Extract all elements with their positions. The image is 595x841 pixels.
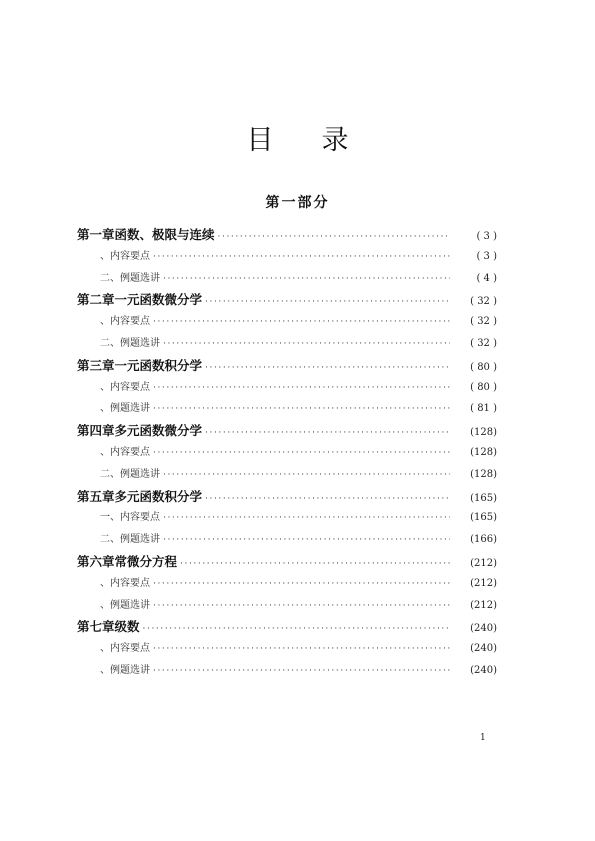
page-reference: (128) (470, 468, 497, 480)
toc-chapter-row (77, 224, 497, 246)
page-reference: ( 3 ) (476, 250, 497, 262)
chapter-number: 第四章 (77, 423, 115, 439)
page-reference: ( 3 ) (476, 231, 497, 242)
dot-leader (153, 639, 450, 661)
page-reference: ( 32 ) (470, 296, 497, 308)
toc-section-row (77, 268, 497, 290)
dot-leader (163, 530, 450, 552)
page-reference: ( 80 ) (470, 381, 497, 393)
toc-section-row (77, 311, 497, 333)
toc-section-row (77, 660, 497, 682)
dot-leader (163, 465, 450, 487)
toc-chapter-row (77, 616, 497, 638)
page-reference: (240) (470, 664, 497, 676)
dot-leader (218, 227, 450, 249)
chapter-number: 第七章 (77, 619, 115, 635)
toc-section-row (77, 573, 497, 595)
section-title: 一、内容要点 (100, 512, 160, 524)
dot-leader (163, 334, 450, 356)
toc-section-row (77, 442, 497, 464)
dot-leader (153, 247, 450, 269)
chapter-title: 级数 (114, 619, 140, 635)
section-title: 、例题选讲 (100, 599, 150, 611)
page-reference: (212) (470, 577, 497, 589)
table-of-contents (77, 224, 497, 682)
chapter-title: 常微分方程 (114, 553, 178, 569)
chapter-number: 第六章 (77, 553, 115, 569)
page-reference: (128) (470, 427, 497, 439)
section-title: 二、例题选讲 (100, 534, 160, 546)
page-reference: (240) (470, 643, 497, 655)
page-reference: ( 32 ) (470, 316, 497, 328)
toc-chapter-row (77, 355, 497, 377)
chapter-number: 第一章 (77, 227, 115, 242)
toc-chapter-row (77, 420, 497, 442)
dot-leader (153, 574, 450, 596)
chapter-number: 第三章 (77, 357, 115, 373)
page-reference: (240) (470, 623, 497, 635)
section-title: 、内容要点 (100, 250, 150, 262)
page-reference: (165) (470, 512, 497, 524)
toc-section-row (77, 638, 497, 660)
toc-section-row (77, 333, 497, 355)
toc-chapter-row (77, 486, 497, 508)
page-reference: (212) (470, 599, 497, 611)
section-title: 、内容要点 (100, 316, 150, 328)
page-reference: (128) (470, 446, 497, 458)
page-reference: ( 80 ) (470, 361, 497, 373)
dot-leader (153, 378, 450, 400)
dot-leader (163, 508, 450, 530)
toc-chapter-row (77, 551, 497, 573)
section-title: 二、例题选讲 (100, 337, 160, 349)
section-title: 、内容要点 (100, 577, 150, 589)
dot-leader (205, 423, 450, 445)
chapter-title: 一元函数微分学 (114, 292, 203, 308)
dot-leader (153, 443, 450, 465)
chapter-number: 第二章 (77, 292, 115, 308)
dot-leader (153, 596, 450, 618)
dot-leader (180, 554, 450, 576)
toc-section-row (77, 246, 497, 268)
section-title: 、例题选讲 (100, 403, 150, 415)
section-title: 、内容要点 (100, 381, 150, 393)
section-title: 、内容要点 (100, 446, 150, 458)
chapter-title: 一元函数积分学 (114, 357, 203, 373)
toc-chapter-row (77, 289, 497, 311)
section-title: 、内容要点 (100, 643, 150, 655)
dot-leader (163, 269, 450, 291)
dot-leader (205, 292, 450, 314)
chapter-title: 函数、极限与连续 (114, 227, 215, 242)
page-reference: ( 32 ) (470, 337, 497, 349)
chapter-title: 多元函数积分学 (114, 488, 203, 504)
page-reference: (212) (470, 557, 497, 569)
page-reference: ( 4 ) (476, 272, 497, 284)
dot-leader (143, 619, 450, 641)
toc-section-row (77, 595, 497, 617)
toc-section-row (77, 507, 497, 529)
dot-leader (153, 661, 450, 683)
section-title: 二、例题选讲 (100, 468, 160, 480)
toc-section-row (77, 464, 497, 486)
dot-leader (153, 312, 450, 334)
part-heading: 第一部分 (265, 195, 330, 211)
toc-section-row (77, 377, 497, 399)
dot-leader (205, 489, 450, 511)
page-number: 1 (480, 733, 486, 743)
toc-section-row (77, 529, 497, 551)
section-title: 、例题选讲 (100, 664, 150, 676)
chapter-number: 第五章 (77, 488, 115, 504)
dot-leader (153, 399, 450, 421)
section-title: 二、例题选讲 (100, 272, 160, 284)
page-reference: ( 81 ) (470, 403, 497, 415)
chapter-title: 多元函数微分学 (114, 423, 203, 439)
dot-leader (205, 358, 450, 380)
page-reference: (166) (470, 534, 497, 546)
toc-section-row (77, 398, 497, 420)
page-title: 目录 (246, 125, 397, 156)
page-reference: (165) (470, 492, 497, 504)
